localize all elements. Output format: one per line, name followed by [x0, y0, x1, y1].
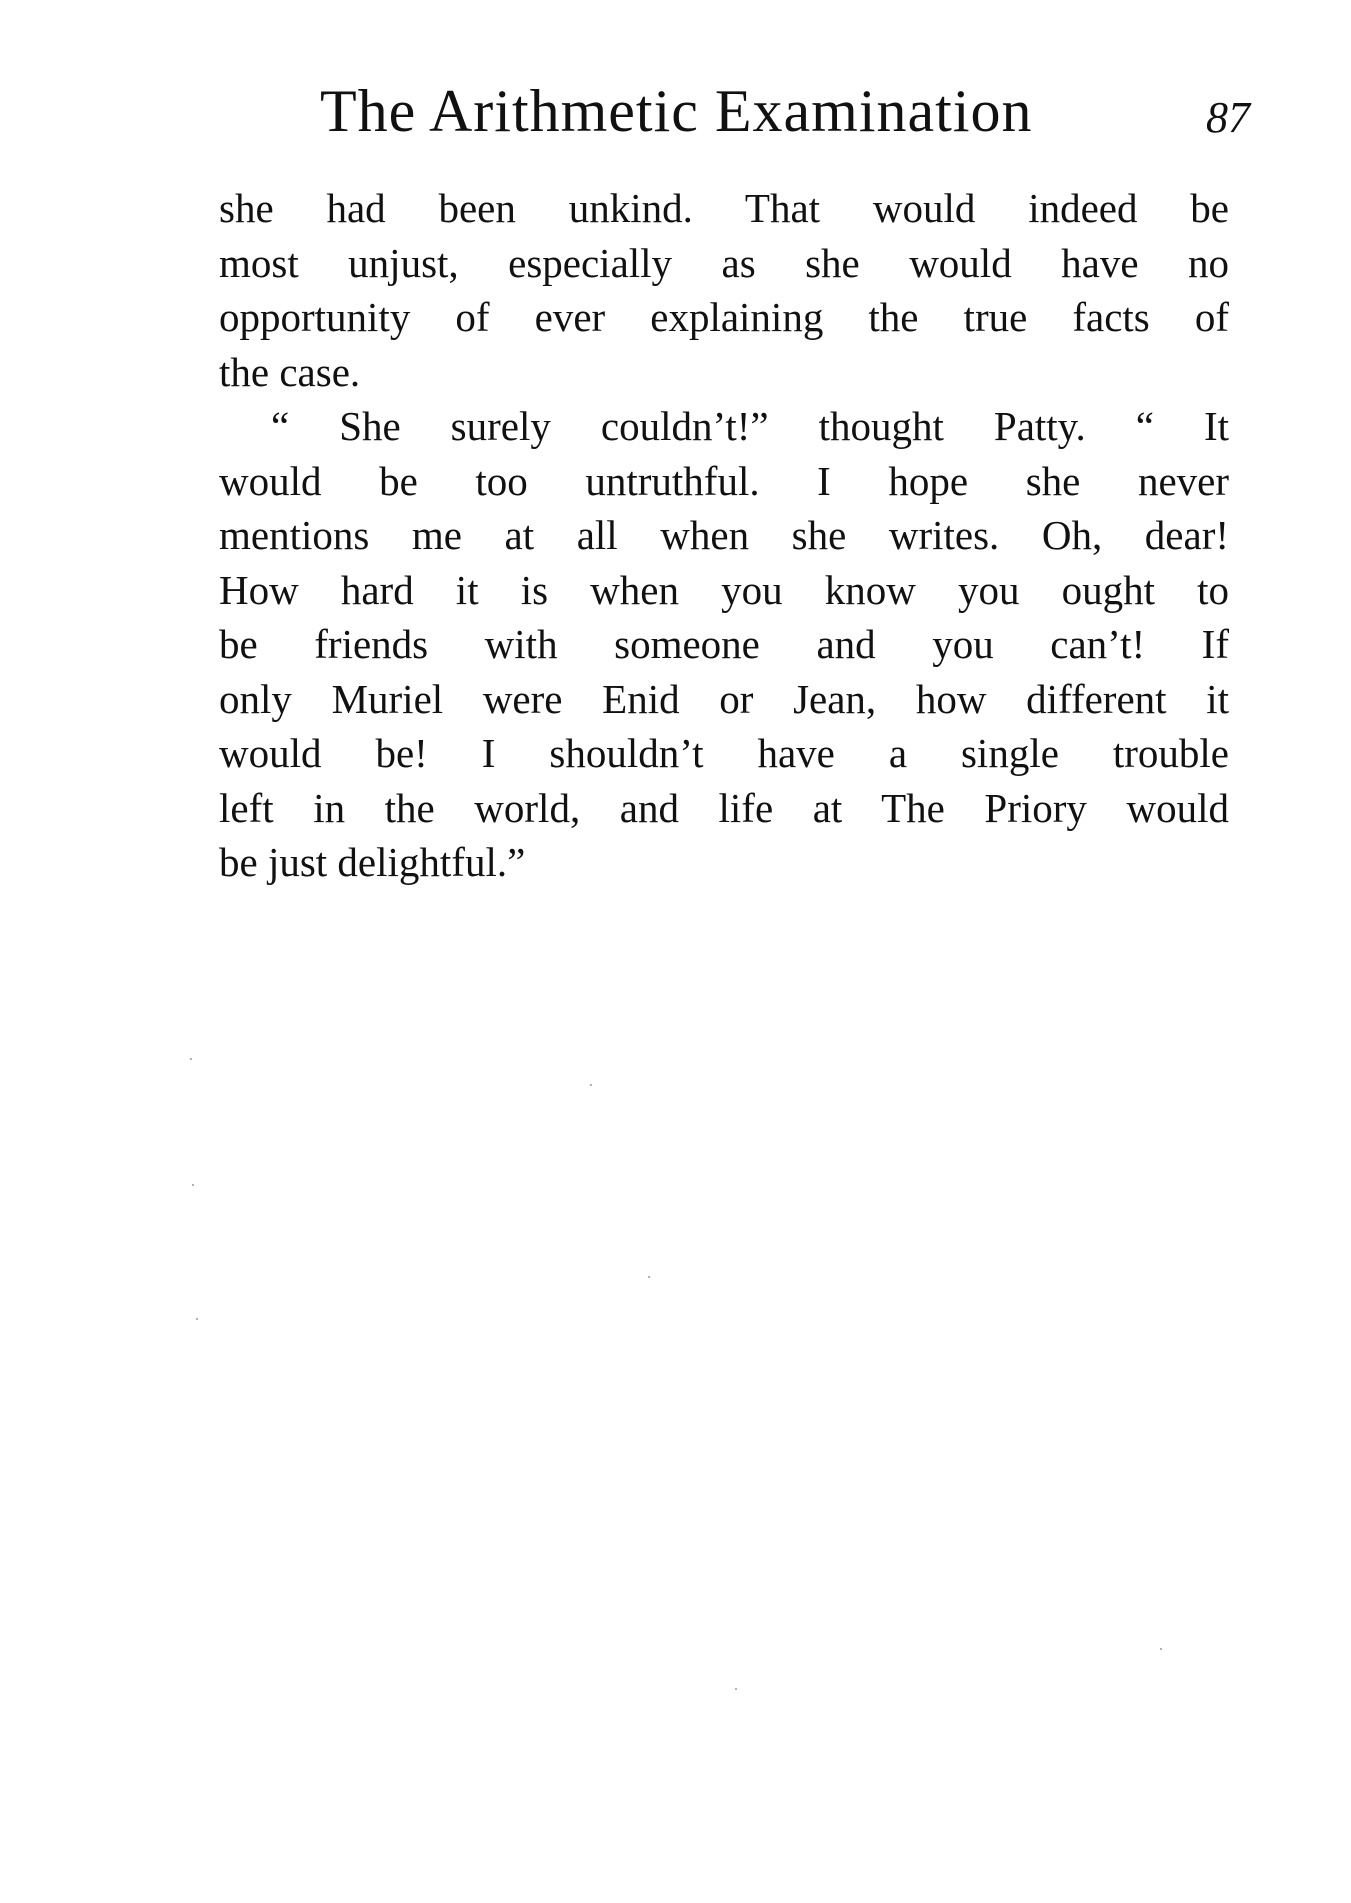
- scan-speck: [192, 1184, 194, 1186]
- scan-speck: [1160, 1648, 1162, 1650]
- text-line: be friends with someone and you can’t! If: [219, 621, 1229, 667]
- scan-speck: [196, 1318, 198, 1320]
- text-line: most unjust, especially as she would have no: [219, 239, 1229, 286]
- text-line: the case.: [219, 348, 361, 395]
- text-line: “ She surely couldn’t!” thought Patty. “ It: [271, 403, 1229, 449]
- text-line: opportunity of ever explaining the true facts of: [219, 294, 1229, 340]
- scan-speck: [590, 1084, 592, 1086]
- body-text: [219, 181, 1229, 890]
- text-line: only Muriel were Enid or Jean, how different it: [219, 675, 1229, 722]
- scan-speck: [648, 1276, 650, 1278]
- page-number: 87: [1206, 93, 1250, 142]
- text-line: would be! I shouldn’t have a single trouble: [219, 730, 1229, 776]
- scan-speck: [190, 1058, 192, 1060]
- text-line: she had been unkind. That would indeed be: [219, 185, 1229, 231]
- text-line: be just delightful.”: [219, 839, 526, 885]
- running-title: The Arithmetic Examination: [320, 78, 1033, 144]
- scan-speck: [735, 1688, 737, 1690]
- text-line: How hard it is when you know you ought to: [219, 566, 1229, 613]
- text-line: left in the world, and life at The Priory would: [219, 784, 1229, 831]
- text-line: mentions me at all when she writes. Oh, dear!: [219, 512, 1229, 558]
- text-line: would be too untruthful. I hope she never: [219, 457, 1229, 504]
- running-header: [270, 76, 1250, 146]
